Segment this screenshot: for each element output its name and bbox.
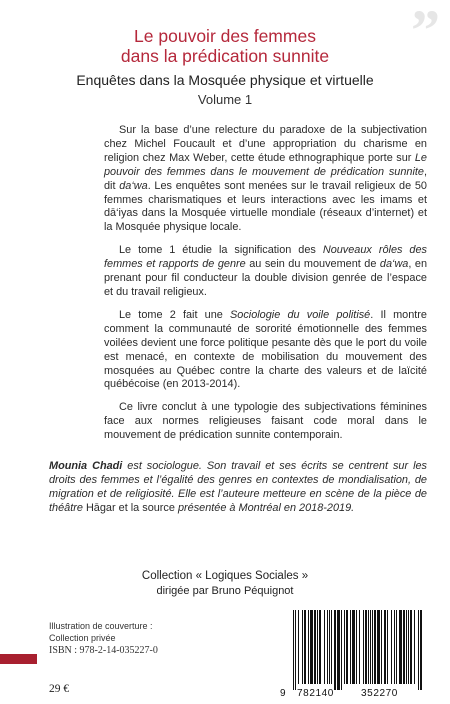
volume-label: Volume 1	[197, 92, 253, 107]
collection-name: Collection « Logiques Sociales »	[141, 570, 309, 582]
barcode-first-digit: 9	[280, 688, 287, 699]
isbn-barcode	[277, 608, 427, 704]
text-span: , dit	[104, 165, 427, 192]
italic-span: Nouveaux rôles des femmes et rapports de genre	[104, 244, 427, 271]
text-span: , en prenant pour fil conducteur la double division genrée de l’espace et du travail religieux.	[104, 258, 428, 298]
decorative-quote-icon: ”	[411, 0, 440, 63]
isbn-label: ISBN : 978-2-14-035227-0	[49, 645, 158, 656]
illustration-credit: Illustration de couverture :	[49, 621, 153, 631]
book-title	[0, 26, 450, 66]
italic-span: Sociologie du voile politisé	[230, 308, 371, 321]
text-span: .	[351, 501, 355, 514]
text-span: Sur la base d’une relecture du paradoxe de la subjectivation chez Michel Foucault et d’une appropriation du charisme en religion chez Max Weber, cette étude ethnographique porte sur	[104, 124, 427, 164]
publisher-color-strip	[0, 654, 37, 664]
collection-director: dirigée par Bruno Péquignot	[156, 585, 294, 597]
text-span: présentée à Montréal en 2018-2019	[177, 501, 352, 514]
summary-paragraph-4: Ce livre conclut à une typologie des subjectivations féminines face aux normes religieuses faisant code moral dans le mouvement de prédication sunnite contemporain.	[104, 401, 427, 442]
italic-span: Le pouvoir des femmes dans le mouvement de prédication sunnite	[104, 151, 427, 178]
text-span: Le tome 2 fait une	[119, 308, 231, 321]
title-line-2: dans la prédication sunnite	[120, 46, 330, 66]
author-bio	[49, 460, 427, 516]
play-title: Hāgar	[85, 501, 116, 514]
book-subtitle: Enquêtes dans la Mosquée physique et virtuelle	[76, 72, 374, 88]
barcode-right-digits: 352270	[361, 688, 398, 699]
text-span: est sociologue. Son travail et ses écrits se centrent sur les droits des femmes et l’égalité des genres en contextes de mondialisation, de migration et de religiosité. Elle est l’auteure metteure en scène de la pièce de théâtre	[49, 460, 428, 514]
author-name: Mounia Chadi	[49, 460, 123, 472]
barcode-left-digits: 782140	[297, 688, 334, 699]
price-label: 29 €	[49, 683, 70, 695]
cover-credits	[49, 621, 209, 644]
summary-paragraph-2	[104, 244, 427, 300]
barcode-bars-icon	[277, 608, 427, 690]
text-span: . Il montre comment la communauté de sororité émotionnelle des femmes voilées devient une force politique pesante dès que le port du voile est menacé, en contexte de mobilisation du mouvement des mosquées au Québec contre la charte des valeurs et de laïcité québécoise (en 2013-2014).	[104, 308, 427, 391]
collection-info	[0, 569, 450, 599]
text-span: . Les enquêtes sont menées sur le travail religieux de 50 femmes charismatiques et leurs interactions avec les imams et dā‘iyas dans la Mosquée virtuelle mondiale (réseaux d’internet) et la Mosquée physique locale.	[104, 179, 427, 234]
title-line-1: Le pouvoir des femmes	[134, 26, 316, 46]
text-span: et la source	[115, 501, 178, 514]
summary-paragraph-1	[104, 124, 427, 235]
italic-span: da‘wa	[379, 258, 409, 271]
illustration-source: Collection privée	[49, 632, 116, 643]
text-span: au sein du mouvement de	[245, 258, 380, 271]
summary-paragraph-3	[104, 309, 427, 392]
italic-span: da‘wa	[119, 179, 148, 192]
back-cover-summary	[104, 124, 427, 452]
text-span: Le tome 1 étudie la signification des	[119, 244, 323, 257]
